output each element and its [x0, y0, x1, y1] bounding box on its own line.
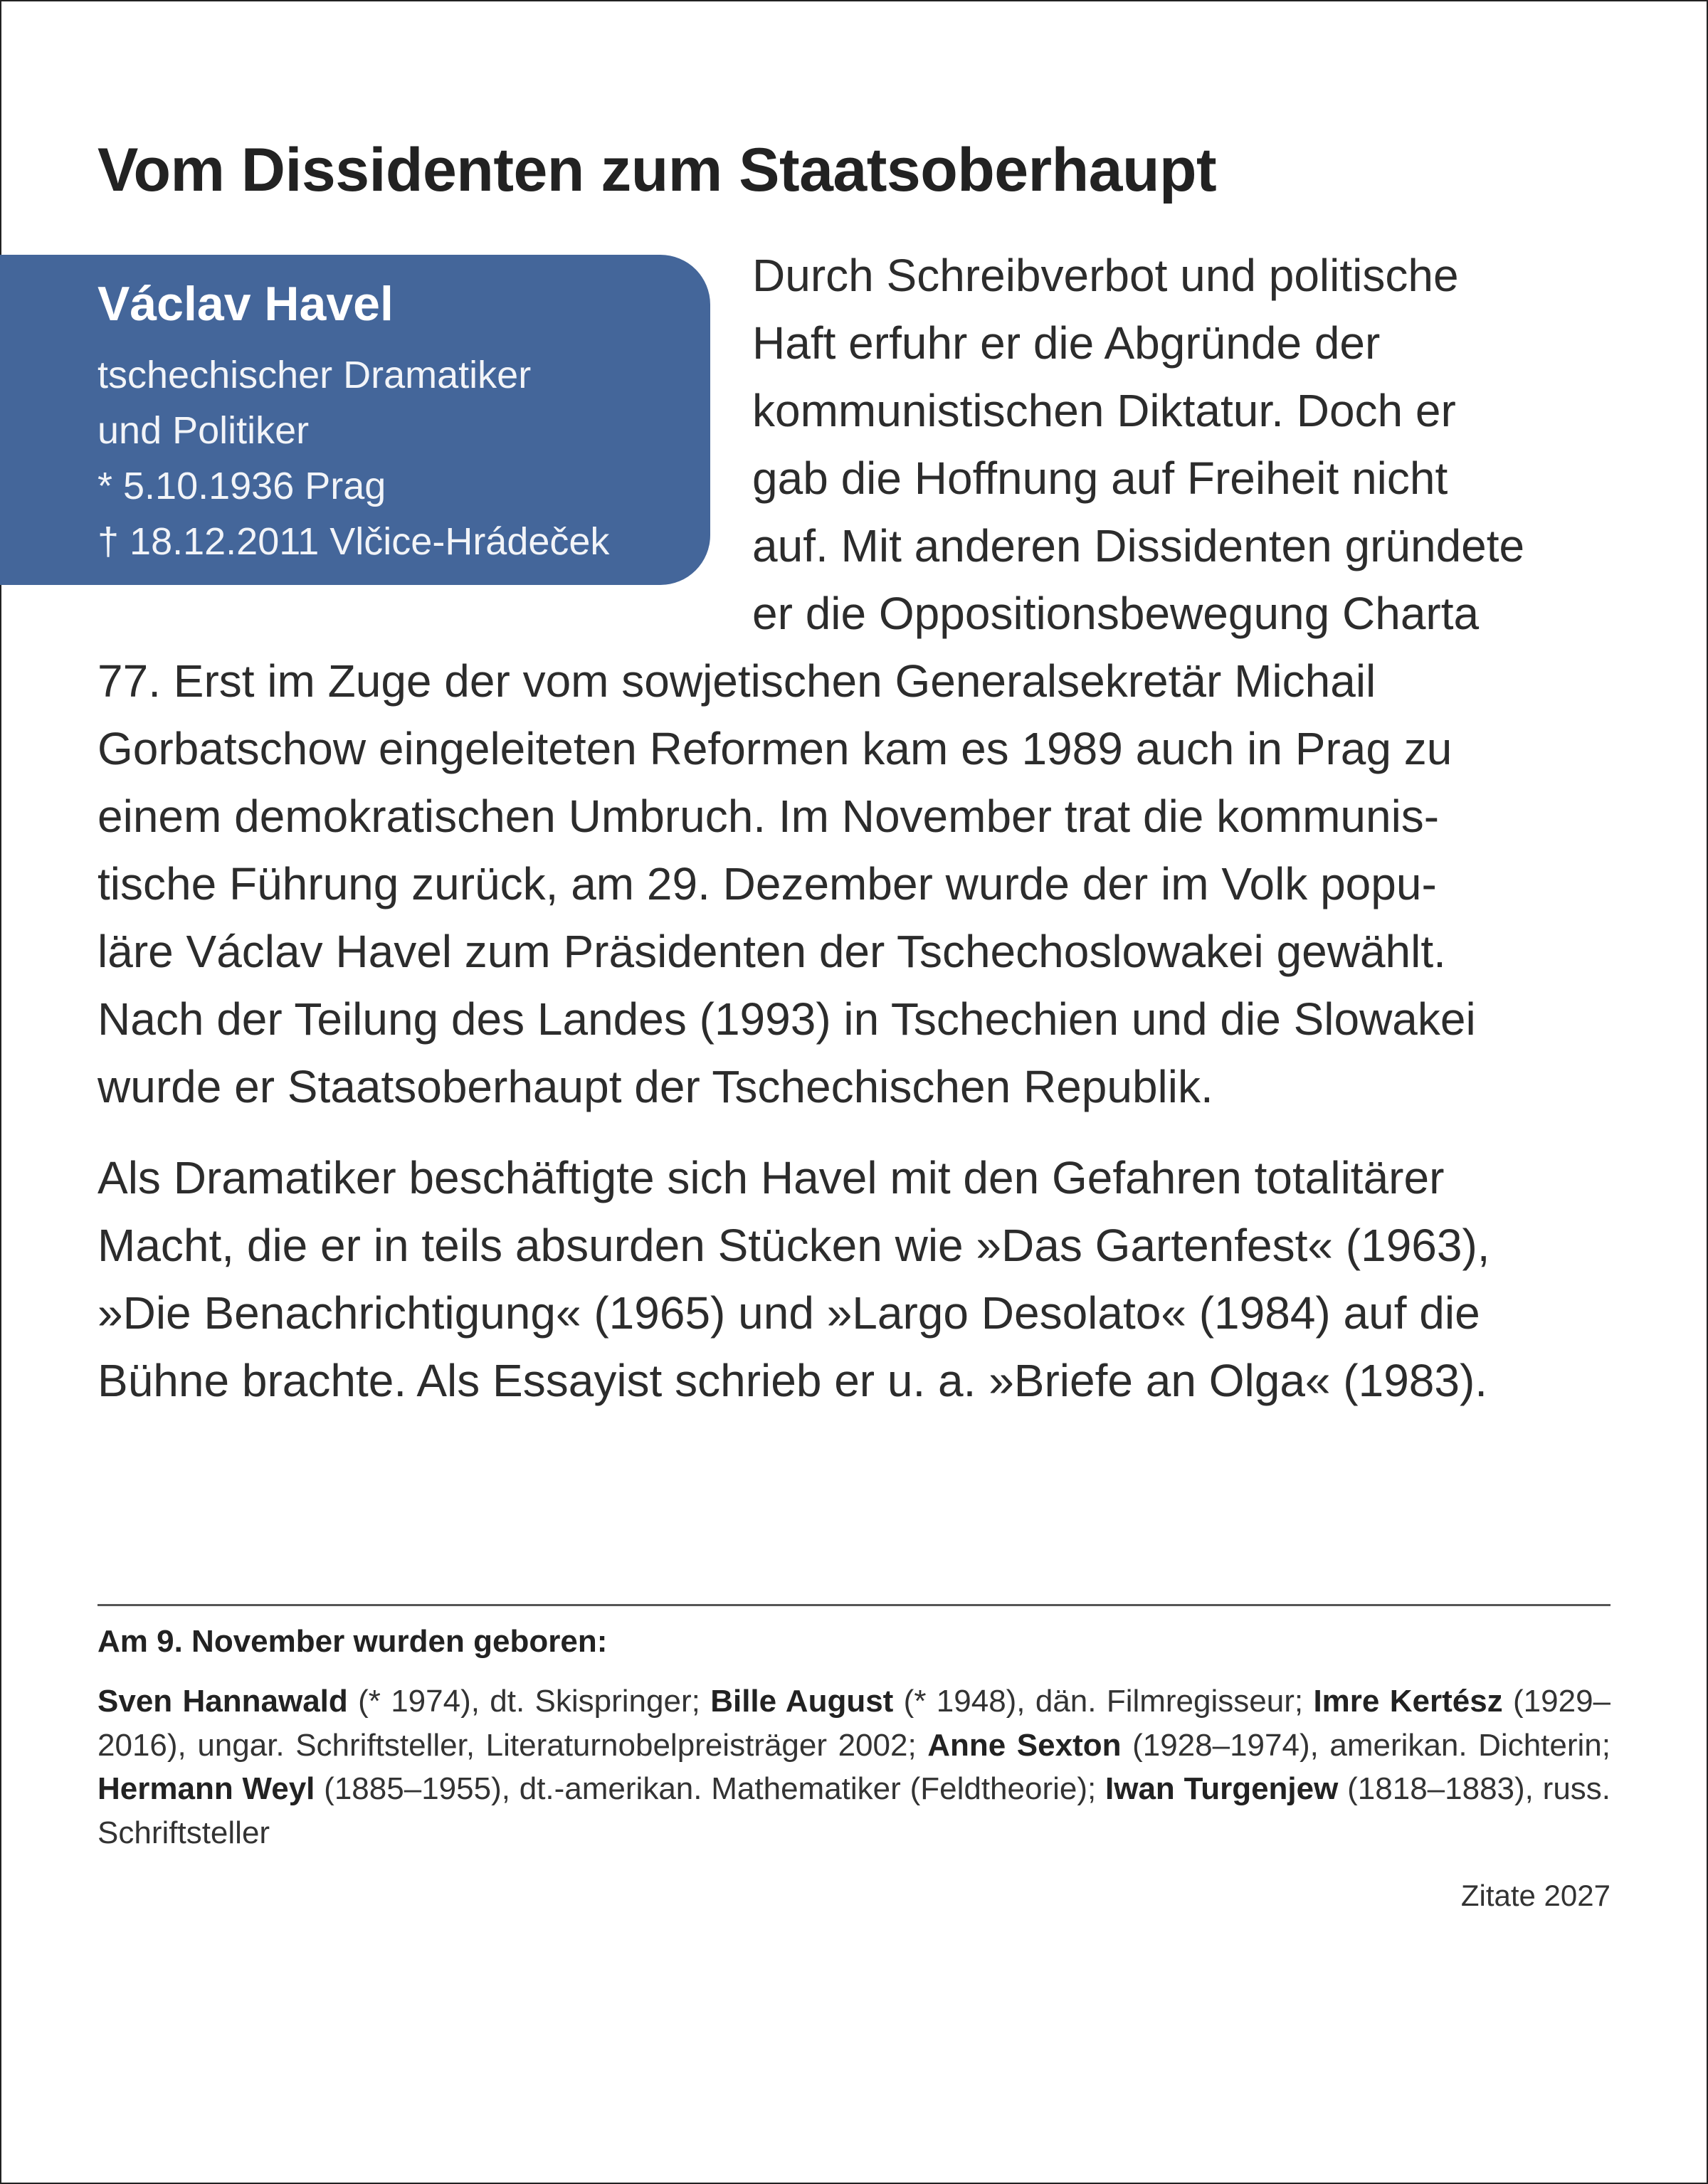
person-detail: (1885–1955), dt.-amerikan. Mathematiker (Feldtheorie); — [315, 1771, 1106, 1806]
credit: Zitate 2027 — [1460, 1879, 1611, 1912]
body-full-column — [97, 648, 1476, 1121]
body-line: tische Führung zurück, am 29. Dezember wurde der im Volk popu- — [97, 858, 1437, 909]
births-heading: Am 9. November wurden geboren: — [97, 1624, 608, 1659]
body-paragraph-2 — [97, 1144, 1490, 1415]
body-line: 77. Erst im Zuge der vom sowjetischen Generalsekretär Michail — [97, 655, 1376, 707]
person-name: Imre Kertész — [1313, 1684, 1503, 1719]
body-line: Durch Schreibverbot und politische — [752, 250, 1459, 301]
body-line: »Die Benachrichtigung« (1965) und »Largo Desolato« (1984) auf die — [97, 1287, 1480, 1339]
births-list — [97, 1679, 1611, 1855]
profile-line: tschechischer Dramatiker — [97, 354, 532, 396]
person-detail: (* 1974), dt. Skispringer; — [347, 1684, 711, 1719]
body-line: wurde er Staatsoberhaupt der Tschechischen Republik. — [97, 1061, 1213, 1112]
body-line: kommunistischen Diktatur. Doch er — [752, 385, 1456, 436]
body-side-column — [752, 242, 1524, 648]
profile-line: † 18.12.2011 Vlčice-Hrádeček — [97, 520, 610, 563]
person-detail: (* 1948), dän. Filmregisseur; — [893, 1684, 1314, 1719]
profile-info — [97, 347, 609, 569]
profile-line: und Politiker — [97, 409, 310, 452]
profile-name: Václav Havel — [97, 277, 394, 331]
person-name: Hermann Weyl — [97, 1771, 315, 1806]
body-line: gab die Hoffnung auf Freiheit nicht — [752, 453, 1448, 504]
body-line: Gorbatschow eingeleiteten Reformen kam es 1989 auch in Prag zu — [97, 723, 1453, 774]
body-line: er die Oppositionsbewegung Charta — [752, 588, 1480, 639]
body-line: einem demokratischen Umbruch. Im November trat die kommunis- — [97, 791, 1440, 842]
person-name: Iwan Turgenjew — [1105, 1771, 1339, 1806]
person-detail: (1818–1883), russ. Schriftsteller — [97, 1771, 1611, 1850]
body-line: Nach der Teilung des Landes (1993) in Tschechien und die Slowakei — [97, 993, 1476, 1045]
page-title: Vom Dissidenten zum Staatsoberhaupt — [97, 136, 1217, 204]
person-detail: (1929–2016), ungar. Schriftsteller, Literaturnobelpreisträger 2002; — [97, 1684, 1611, 1763]
person-detail: (1928–1974), amerikan. Dichterin; — [1121, 1727, 1611, 1763]
body-line: Macht, die er in teils absurden Stücken wie »Das Gartenfest« (1963), — [97, 1220, 1490, 1271]
profile-box — [0, 255, 710, 585]
body-line: läre Václav Havel zum Präsidenten der Tschechoslowakei gewählt. — [97, 926, 1446, 977]
body-line: Haft erfuhr er die Abgründe der — [752, 317, 1381, 369]
person-name: Bille August — [710, 1684, 894, 1719]
person-name: Anne Sexton — [927, 1727, 1122, 1763]
body-line: Als Dramatiker beschäftigte sich Havel mit den Gefahren totalitärer — [97, 1152, 1445, 1203]
body-line: auf. Mit anderen Dissidenten gründete — [752, 520, 1525, 571]
person-name: Sven Hannawald — [97, 1684, 348, 1719]
profile-line: * 5.10.1936 Prag — [97, 465, 386, 507]
body-line: Bühne brachte. Als Essayist schrieb er u. a. »Briefe an Olga« (1983). — [97, 1355, 1488, 1406]
divider — [97, 1604, 1611, 1606]
